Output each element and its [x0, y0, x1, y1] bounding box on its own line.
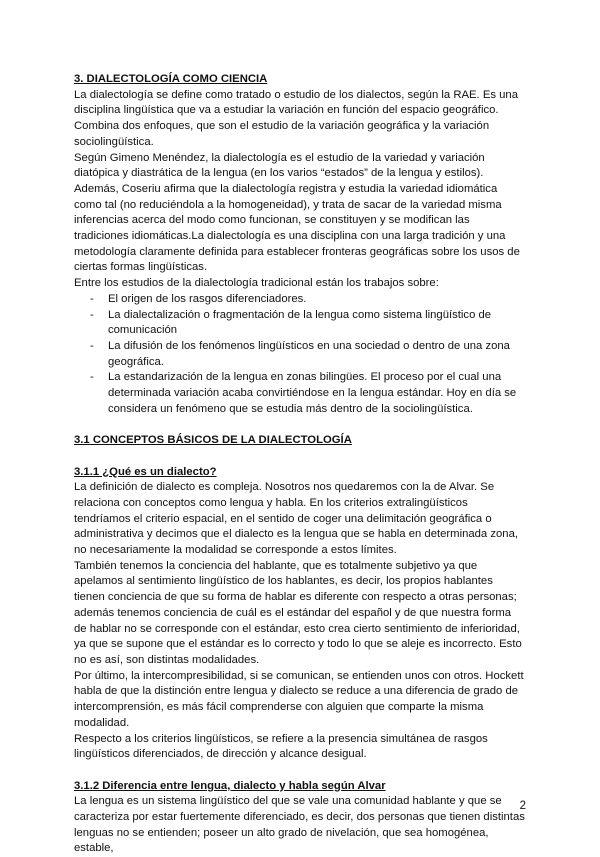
- section-3-1-1-paragraph-1: La definición de dialecto es compleja. Nosotros nos quedaremos con la de Alvar. Se relaciona con conceptos como lengua y habla. En los criterios extralingüísticos tendríamos el criterio espacial, en el sentido de coger una delimitación geográfica o administrativa y decimos que el dialecto es la lengua que se habla en determinada zona, no necesariamente la modalidad se corresponde a estos límites.: [74, 481, 518, 557]
- list-item: - La dialectalización o fragmentación de la lengua como sistema lingüístico de comunicación: [74, 308, 526, 339]
- spacer: [74, 763, 526, 779]
- section-3-paragraph-2: Según Gimeno Menéndez, la dialectología es el estudio de la variedad y variación diatópica y diastrática de la lengua (en los varios “estados” de la lengua y estilos). Además, Coseriu afirma que la dialectología registra y estudia la variedad idiomática como tal (no reduciéndola a la homogeneidad), y trata de sacar de la variedad misma inferencias acerca del modo como funcionan, se constituyen y se modifican las tradiciones idiomáticas.La dialectología es una disciplina con una larga tradición y una metodología claramente definida para establecer fronteras geográficas sobre los usos de ciertas formas lingüísticas.: [74, 151, 520, 274]
- list-item: - La estandarización de la lengua en zonas bilingües. El proceso por el cual una determinada variación acaba convirtiéndose en la lengua estándar. Hoy en día se considera un fenómeno que se estudia más dentro de la sociolingüística.: [74, 370, 526, 417]
- section-3-heading: 3. DIALECTOLOGÍA COMO CIENCIA: [74, 73, 268, 85]
- section-3-1-heading: 3.1 CONCEPTOS BÁSICOS DE LA DIALECTOLOGÍA: [74, 434, 352, 447]
- section-3-1-2-paragraph-1: La lengua es un sistema lingüístico del que se vale una comunidad hablante y que se caracteriza por estar fuertemente diferenciado, es decir, dos personas que tienen distintas lenguas no se entienden; poseer un alto grado de nivelación, que sea homogénea, estable,: [74, 795, 525, 855]
- section-3-paragraph-3: Entre los estudios de la dialectología tradicional están los trabajos sobre:: [74, 277, 439, 290]
- page-content: [74, 72, 526, 857]
- spacer: [74, 417, 526, 433]
- section-3-1-1-paragraph-3: Por último, la intercompresibilidad, si se comunican, se entienden unos con otros. Hockett habla de que la distinción entre lengua y dialecto se reduce a una diferencia de grado de intercomprensión, es más fácil comprenderse con alguien que comparte la misma modalidad.: [74, 669, 524, 729]
- section-3-paragraph-1: La dialectología se define como tratado o estudio de los dialectos, según la RAE. Es una disciplina lingüística que va a estudiar la variación en función del espacio geográfico. Combina dos enfoques, que son el estudio de la variación geográfica y la variación sociolingüística.: [74, 88, 518, 148]
- section-3-1-1-paragraph-2: También tenemos la conciencia del hablante, que es totalmente subjetivo ya que apelamos al sentimiento lingüístico de los hablantes, es decir, los propios hablantes tienen conciencia de que su forma de hablar es diferente con respecto a otras personas; además tenemos conciencia de cuál es el estándar del español y de que nuestra forma de hablar no se corresponde con el estándar, esto crea cierto sentimiento de inferioridad, ya que se supone que el estándar es lo correcto y todo lo que se aleje es incorrecto. Esto no es así, son distintas modalidades.: [74, 559, 522, 666]
- list-item: - El origen de los rasgos diferenciadores.: [74, 292, 526, 308]
- spacer: [74, 449, 526, 465]
- section-3-1-2-heading: 3.1.2 Diferencia entre lengua, dialecto y habla según Alvar: [74, 779, 386, 792]
- section-3-1-1-heading: 3.1.1 ¿Qué es un dialecto?: [74, 465, 217, 478]
- page-number: 2: [519, 800, 526, 812]
- list-item: - La difusión de los fenómenos lingüísticos en una sociedad o dentro de una zona geográfica.: [74, 339, 526, 370]
- section-3-1-1-paragraph-4: Respecto a los criterios lingüísticos, se refiere a la presencia simultánea de rasgos lingüísticos diferenciados, de dirección y alcance desigual.: [74, 732, 488, 761]
- traditional-studies-list: [74, 292, 526, 418]
